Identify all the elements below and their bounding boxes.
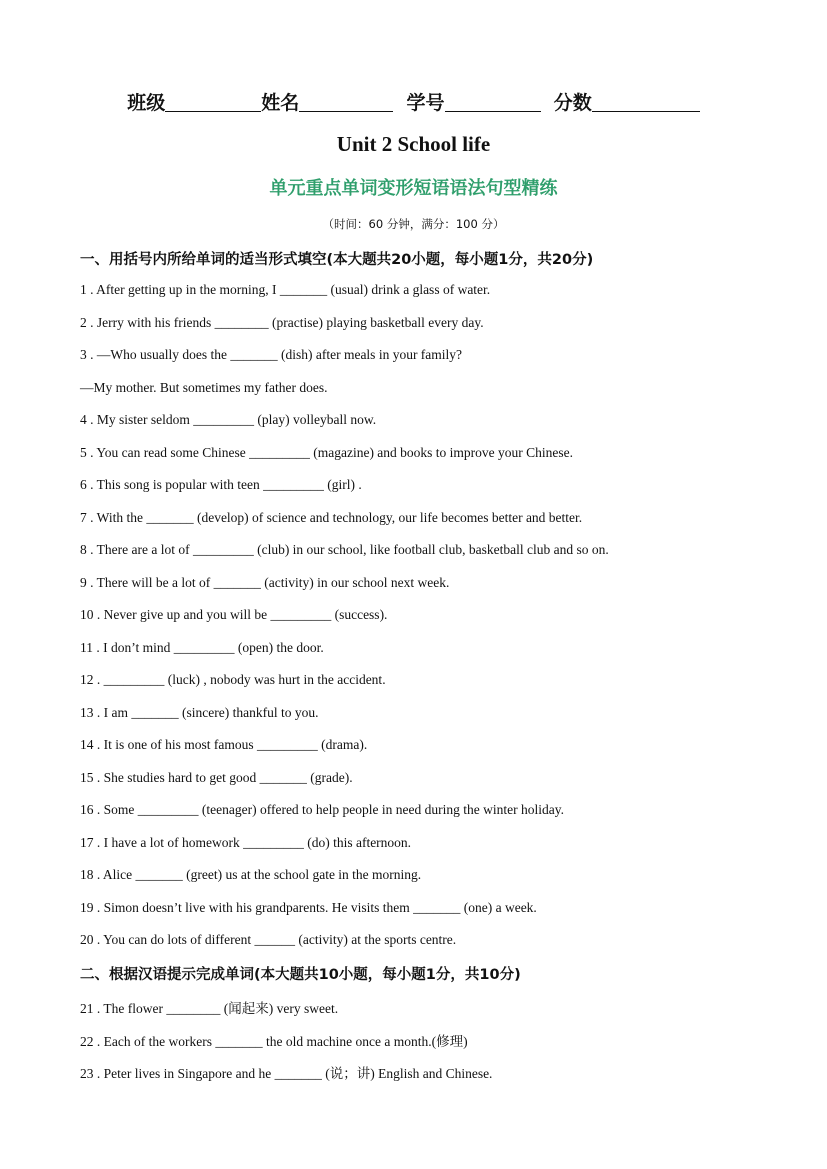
section-heading-1: 一、用括号内所给单词的适当形式填空(本大题共20小题，每小题1分，共20分)	[80, 252, 594, 268]
exam-meta: （时间：60 分钟，满分：100 分）	[322, 217, 505, 231]
question-item: 7 . With the _______ (develop) of science and technology, our life becomes better and better.	[80, 510, 583, 525]
question-item: 18 . Alice _______ (greet) us at the school gate in the morning.	[80, 867, 422, 882]
question-item: 12 . _________ (luck) , nobody was hurt in the accident.	[80, 672, 386, 687]
question-answer-line: —My mother. But sometimes my father does.	[80, 380, 328, 395]
question-item: 16 . Some _________ (teenager) offered to help people in need during the winter holiday.	[80, 802, 564, 817]
question-item: 23 . Peter lives in Singapore and he _______ (说；讲) English and Chinese.	[80, 1066, 493, 1081]
number-label: 学号	[406, 92, 445, 114]
name-label: 姓名	[261, 92, 300, 114]
number-blank[interactable]	[445, 91, 541, 112]
question-item: 22 . Each of the workers _______ the old machine once a month.(修理)	[80, 1034, 468, 1049]
question-item: 19 . Simon doesn’t live with his grandparents. He visits them _______ (one) a week.	[80, 900, 537, 915]
question-item: 14 . It is one of his most famous _________ (drama).	[80, 737, 368, 752]
question-item: 5 . You can read some Chinese _________ (magazine) and books to improve your Chinese.	[80, 445, 574, 460]
question-item: 3 . —Who usually does the _______ (dish) after meals in your family?	[80, 347, 463, 362]
question-item: 20 . You can do lots of different ______ (activity) at the sports centre.	[80, 932, 457, 947]
question-item: 21 . The flower ________ (闻起来) very sweet.	[80, 1001, 339, 1016]
question-item: 4 . My sister seldom _________ (play) volleyball now.	[80, 412, 377, 427]
name-blank[interactable]	[299, 91, 393, 112]
question-item: 8 . There are a lot of _________ (club) in our school, like football club, basketball club and so on.	[80, 542, 609, 557]
question-item: 17 . I have a lot of homework _________ (do) this afternoon.	[80, 835, 412, 850]
score-label: 分数	[553, 92, 592, 114]
question-item: 6 . This song is popular with teen _________ (girl) .	[80, 477, 362, 492]
question-item: 15 . She studies hard to get good _______ (grade).	[80, 770, 353, 785]
question-item: 9 . There will be a lot of _______ (activity) in our school next week.	[80, 575, 450, 590]
student-info-header	[0, 88, 827, 115]
section-heading-2: 二、根据汉语提示完成单词(本大题共10小题，每小题1分，共10分)	[80, 967, 521, 983]
page-subtitle: 单元重点单词变形短语语法句型精练	[269, 178, 558, 199]
page-title: Unit 2 School life	[336, 132, 491, 156]
class-label: 班级	[127, 92, 166, 114]
question-item: 2 . Jerry with his friends ________ (practise) playing basketball every day.	[80, 315, 484, 330]
question-item: 1 . After getting up in the morning, I _______ (usual) drink a glass of water.	[80, 282, 491, 297]
question-item: 11 . I don’t mind _________ (open) the door.	[80, 640, 324, 655]
question-item: 13 . I am _______ (sincere) thankful to you.	[80, 705, 319, 720]
question-item: 10 . Never give up and you will be _________ (success).	[80, 607, 388, 622]
class-blank[interactable]	[165, 91, 261, 112]
score-blank[interactable]	[592, 91, 700, 112]
